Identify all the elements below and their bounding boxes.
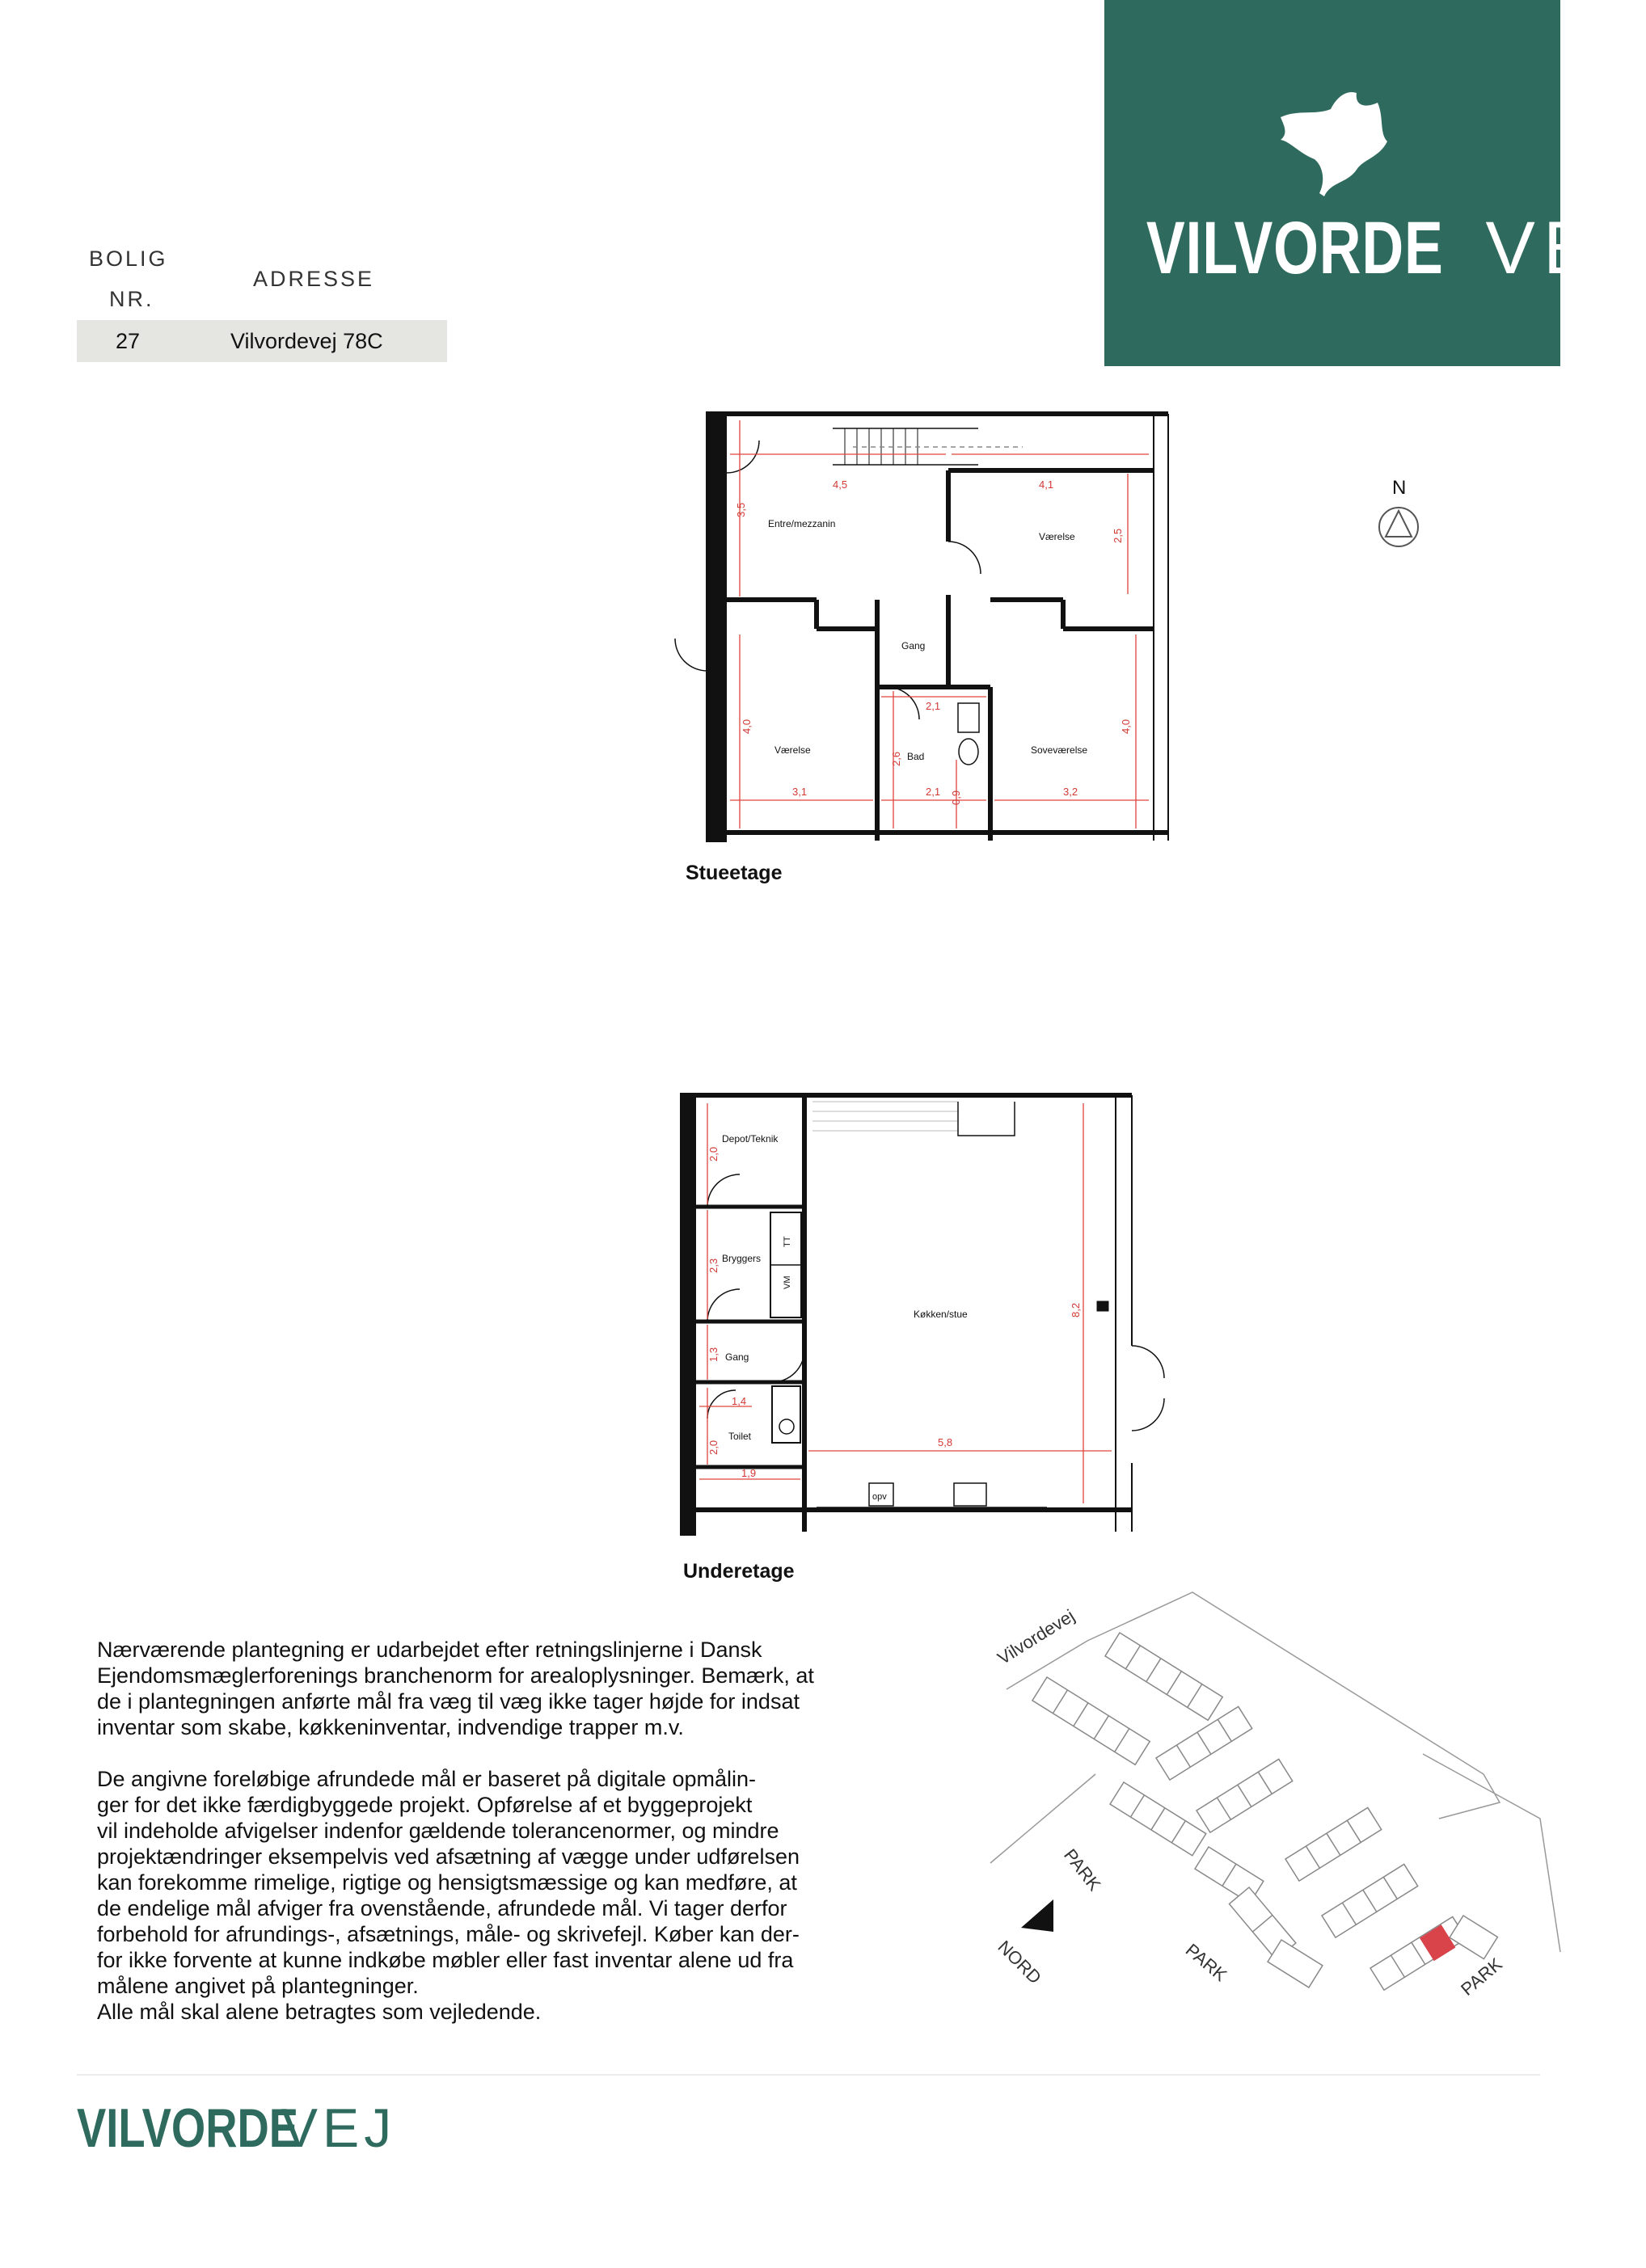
caption-underetage: Underetage <box>683 1560 795 1583</box>
dim-1-4: 1,4 <box>732 1395 747 1407</box>
dim-0-9: 0,9 <box>950 790 962 805</box>
dim-8-2: 8,2 <box>1070 1302 1082 1317</box>
address-bar <box>77 320 447 362</box>
room-gang-lower: Gang <box>725 1351 749 1363</box>
park-label-1: PARK <box>1060 1844 1105 1895</box>
brand-name-bold: VILVORDE <box>1146 207 1444 289</box>
bolig-nr: 27 <box>116 329 141 353</box>
site-map <box>982 1584 1564 2037</box>
floorplan-stueetage <box>659 404 1176 857</box>
dim-1-9: 1,9 <box>741 1467 757 1479</box>
street-label: Vilvordevej <box>994 1605 1078 1669</box>
brand-block <box>1104 0 1646 366</box>
disclaimer-paragraph-2: De angivne foreløbige afrundede mål er baseret på digitale opmålin- ger for det ikke færdigbyggede projekt. Opførelse af et byggeprojekt vil indeholde afvigelser indenfor gældende tolerancenormer, og mindre projektændringer eksempelvis ved afsætning af vægge under udførelsen kan forekomme rimelige, rigtige og hensigtsmæssige og kan medføre, at de endelige mål afviger fra ovenstående, afrundede mål. Vi tager derfor forbehold for afrundings-, afsætnings, måle- og skrivefejl. Køber kan der- for ikke forvente at kunne indkøbe møbler eller fast inventar alene ud fra målene angivet på plantegninger. Alle mål skal alene betragtes som vejledende. <box>97 1767 800 2024</box>
dim-2-6: 2,6 <box>890 751 902 766</box>
room-toilet: Toilet <box>728 1431 752 1442</box>
footer-name-bold: VILVORDE <box>77 2097 299 2159</box>
nord-label: NORD <box>994 1936 1045 1988</box>
dim-2-1-top: 2,1 <box>926 700 941 712</box>
label-opv: opv <box>872 1492 887 1502</box>
dim-2-0-bottom: 2,0 <box>707 1440 720 1455</box>
caption-stueetage: Stueetage <box>686 862 783 884</box>
label-vm: VM <box>783 1275 792 1289</box>
dim-2-3: 2,3 <box>707 1258 720 1273</box>
disclaimer-text <box>97 1637 905 2051</box>
footer-name-light: VEJ <box>281 2097 397 2159</box>
room-bad: Bad <box>907 751 925 762</box>
dim-4-0-left: 4,0 <box>741 719 753 734</box>
dim-3-1: 3,1 <box>792 786 808 798</box>
nord-arrow-icon <box>1021 1899 1053 1932</box>
park-label-3: PARK <box>1457 1954 1506 2000</box>
room-bryggers: Bryggers <box>722 1253 762 1264</box>
dim-2-5: 2,5 <box>1112 528 1124 543</box>
dim-1-3: 1,3 <box>707 1347 720 1362</box>
room-depot: Depot/Teknik <box>722 1133 779 1145</box>
park-label-2: PARK <box>1181 1939 1231 1986</box>
room-vaerelse-left: Værelse <box>774 744 811 756</box>
brand-wordmark <box>1104 206 1646 291</box>
compass-label: N <box>1392 477 1407 499</box>
ginkgo-leaf-icon <box>1266 85 1395 206</box>
disclaimer-paragraph-1: Nærværende plantegning er udarbejdet efter retningslinjerne i Dansk Ejendomsmæglerforenings branchenorm for arealoplysninger. Bemærk, at de i plantegningen anførte mål fra væg til væg ikke tager højde for indsat inventar som skabe, køkkeninventar, indvendige trapper m.v. <box>97 1638 814 1739</box>
floorplan-underetage <box>675 1087 1160 1540</box>
nr-label: NR. <box>109 287 154 311</box>
footer-wordmark <box>77 2097 396 2160</box>
room-vaerelse-top: Værelse <box>1039 531 1075 542</box>
room-gang: Gang <box>901 640 926 651</box>
adresse-label: ADRESSE <box>253 267 375 291</box>
dim-5-8: 5,8 <box>938 1436 953 1448</box>
room-sovevaerelse: Soveværelse <box>1031 744 1088 756</box>
label-tt: TT <box>783 1236 792 1247</box>
dim-4-5: 4,5 <box>833 478 848 491</box>
brand-name-light: VEJ <box>1485 207 1646 289</box>
dim-4-0-right: 4,0 <box>1120 719 1132 734</box>
footer-divider <box>77 2074 1540 2076</box>
dim-4-1: 4,1 <box>1039 478 1054 491</box>
dim-2-1-bottom: 2,1 <box>926 786 941 798</box>
dim-3-5: 3,5 <box>735 502 747 517</box>
address-value: Vilvordevej 78C <box>230 329 383 353</box>
dim-2-0-top: 2,0 <box>707 1146 720 1161</box>
room-entre: Entre/mezzanin <box>768 518 836 529</box>
bolig-label: BOLIG <box>89 247 168 271</box>
room-kokken: Køkken/stue <box>914 1309 968 1320</box>
dim-3-2: 3,2 <box>1063 786 1078 798</box>
